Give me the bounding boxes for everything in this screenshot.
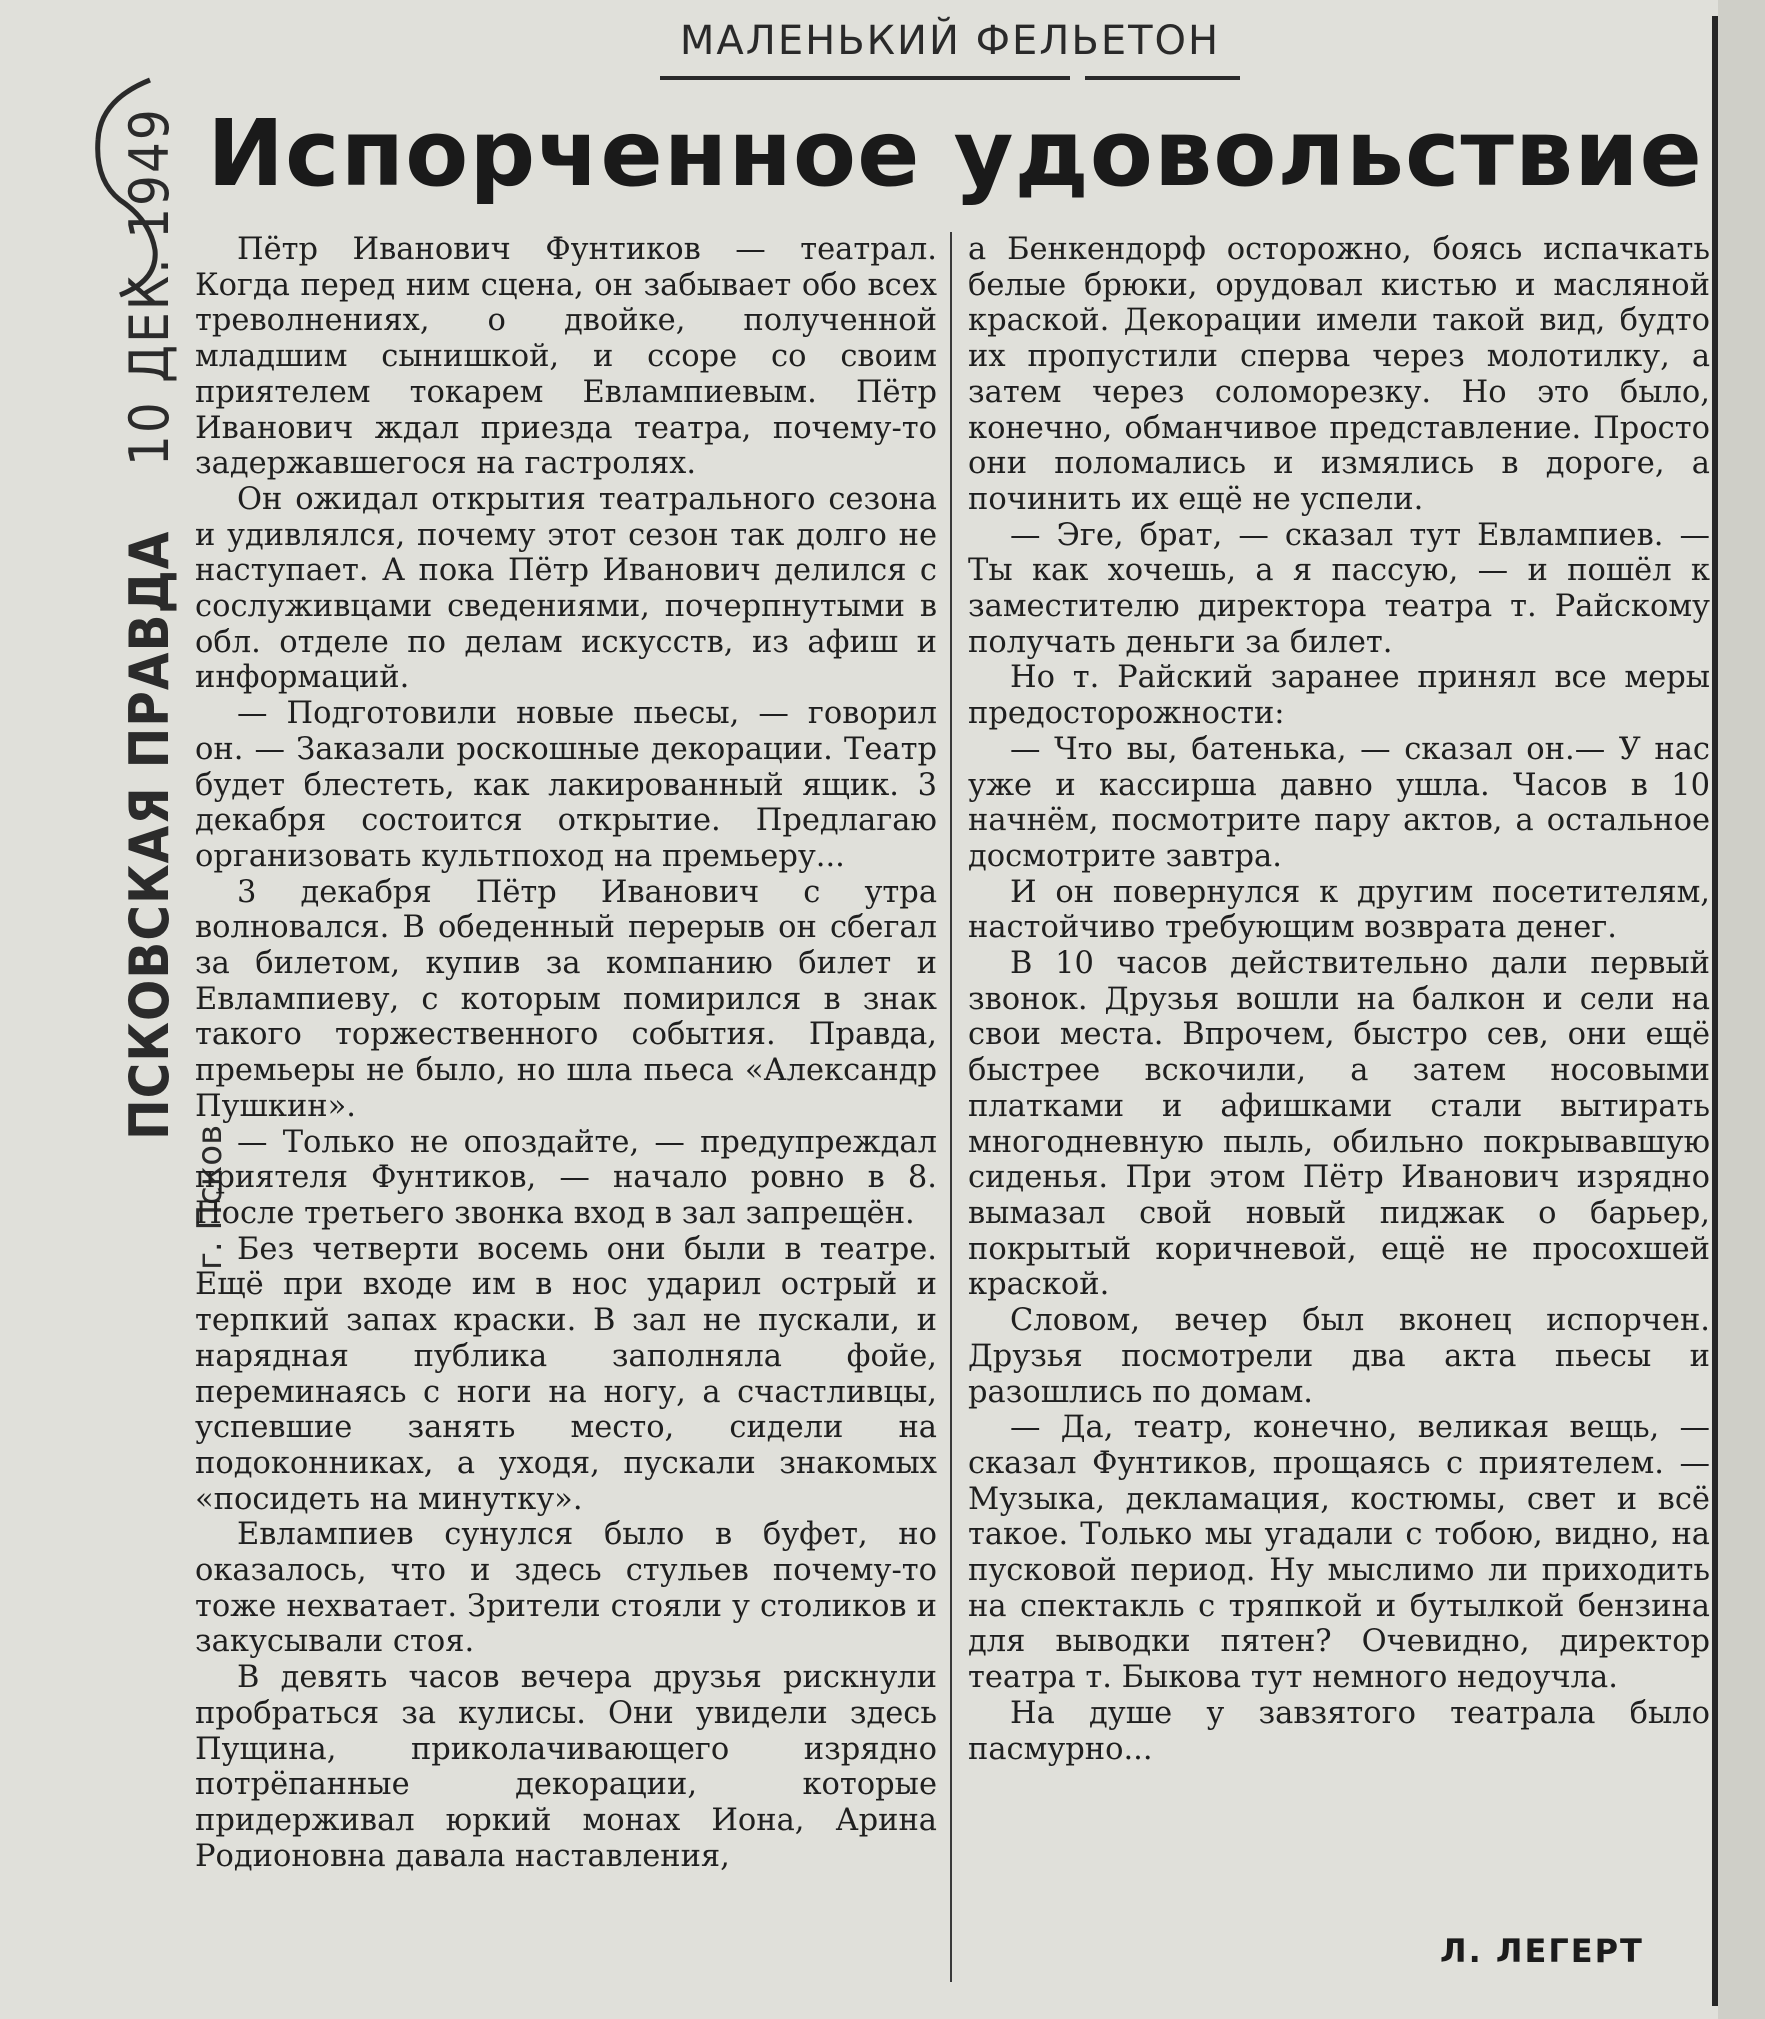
rubric-heading: МАЛЕНЬКИЙ ФЕЛЬЕТОН [679, 18, 1221, 64]
paragraph: Он ожидал открытия театрального сезона и удивлялся, почему этот сезон так долго не наступает. А пока Пётр Иванович делился с сослуживцами сведениями, почерпнутыми в обл. отделе по делам искусств, из афиш и информаций. [195, 481, 937, 696]
newspaper-stamp [118, 107, 181, 1140]
stamp-date: 10 ДЕК. 1949 [118, 107, 181, 467]
rubric-underline [1085, 76, 1240, 80]
author-signature: Л. ЛЕГЕРТ [1440, 1932, 1644, 1970]
article-title: Испорченное удовольствие [207, 100, 1703, 207]
paragraph: В девять часов вечера друзья рискнули пробраться за кулисы. Они увидели здесь Пущина, приколачивающего изрядно потрёпанные декорации, которые придерживал юркий монах Иона, Арина Родионовна давала наставления, [195, 1660, 937, 1874]
paragraph: Словом, вечер был вконец испорчен. Друзья посмотрели два акта пьесы и разошлись по домам. [968, 1303, 1710, 1410]
article-left-column [195, 232, 937, 1874]
paragraph: — Подготовили новые пьесы, — говорил он. — Заказали роскошные декорации. Театр будет блестеть, как лакированный ящик. 3 декабря состоится открытие. Предлагаю организовать культпоход на премьеру... [195, 696, 937, 874]
paragraph: Пётр Иванович Фунтиков — театрал. Когда перед ним сцена, он забывает обо всех треволнениях, о двойке, полученной младшим сынишкой, и ссоре со своим приятелем токарем Евлампиевым. Пётр Иванович ждал приезда театра, почему-то задержавшегося на гастролях. [195, 232, 937, 482]
paragraph: — Эге, брат, — сказал тут Евлампиев. — Ты как хочешь, а я пассую, — и пошёл к заместителю директора театра т. Райскому получать деньги за билет. [968, 517, 1710, 660]
paragraph: Евлампиев сунулся было в буфет, но оказалось, что и здесь стульев почему-то тоже нехватает. Зрители стояли у столиков и закусывали стоя. [195, 1517, 937, 1660]
paragraph: Но т. Райский заранее принял все меры предосторожности: [968, 660, 1710, 732]
paragraph: — Что вы, батенька, — сказал он.— У нас уже и кассирша давно ушла. Часов в 10 начнём, посмотрите пару актов, а остальное досмотрите завтра. [968, 731, 1710, 874]
stamp-city: г. Псков [190, 1124, 230, 1270]
clipping-border [1712, 16, 1718, 2006]
paragraph: — Да, театр, конечно, великая вещь, — сказал Фунтиков, прощаясь с приятелем. — Музыка, декламация, костюмы, свет и всё такое. Только мы угадали с тобою, видно, на пусковой период. Ну мыслимо ли приходить на спектакль с тряпкой и бутылкой бензина для выводки пятен? Очевидно, директор театра т. Быкова тут немного недоучла. [968, 1410, 1710, 1696]
stamp-newspaper-name: ПСКОВСКАЯ ПРАВДА [118, 530, 181, 1140]
paragraph: На душе у завзятого театрала было пасмурно... [968, 1695, 1710, 1767]
rubric-underline [660, 76, 1070, 80]
page-edge [1718, 0, 1765, 2019]
article-right-column [968, 232, 1710, 1767]
paragraph: а Бенкендорф осторожно, боясь испачкать белые брюки, орудовал кистью и масляной краской. Декорации имели такой вид, будто их пропустили сперва через молотилку, а затем через соломорезку. Но это было, конечно, обманчивое представление. Просто они поломались и измялись в дороге, а починить их ещё не успели. [968, 232, 1710, 517]
paragraph: Без четверти восемь они были в театре. Ещё при входе им в нос ударил острый и терпкий запах краски. В зал не пускали, и нарядная публика заполняла фойе, переминаясь с ноги на ногу, а счастливцы, успевшие занять место, сидели на подоконниках, а уходя, пускали знакомых «посидеть на минутку». [195, 1231, 937, 1517]
paragraph: В 10 часов действительно дали первый звонок. Друзья вошли на балкон и сели на свои места. Впрочем, быстро сев, они ещё быстрее вскочили, а затем носовыми платками и афишками стали вытирать многодневную пыль, обильно покрывавшую сиденья. При этом Пётр Иванович изрядно вымазал свой новый пиджак о барьер, покрытый коричневой, ещё не просохшей краской. [968, 946, 1710, 1303]
paragraph: — Только не опоздайте, — предупреждал приятеля Фунтиков, — начало ровно в 8. После третьего звонка вход в зал запрещён. [195, 1124, 937, 1231]
paragraph: 3 декабря Пётр Иванович с утра волновался. В обеденный перерыв он сбегал за билетом, купив за компанию билет и Евлампиеву, с которым помирился в знак такого торжественного события. Правда, премьеры не было, но шла пьеса «Александр Пушкин». [195, 874, 937, 1124]
paragraph: И он повернулся к другим посетителям, настойчиво требующим возврата денег. [968, 874, 1710, 946]
column-divider [950, 232, 952, 1982]
